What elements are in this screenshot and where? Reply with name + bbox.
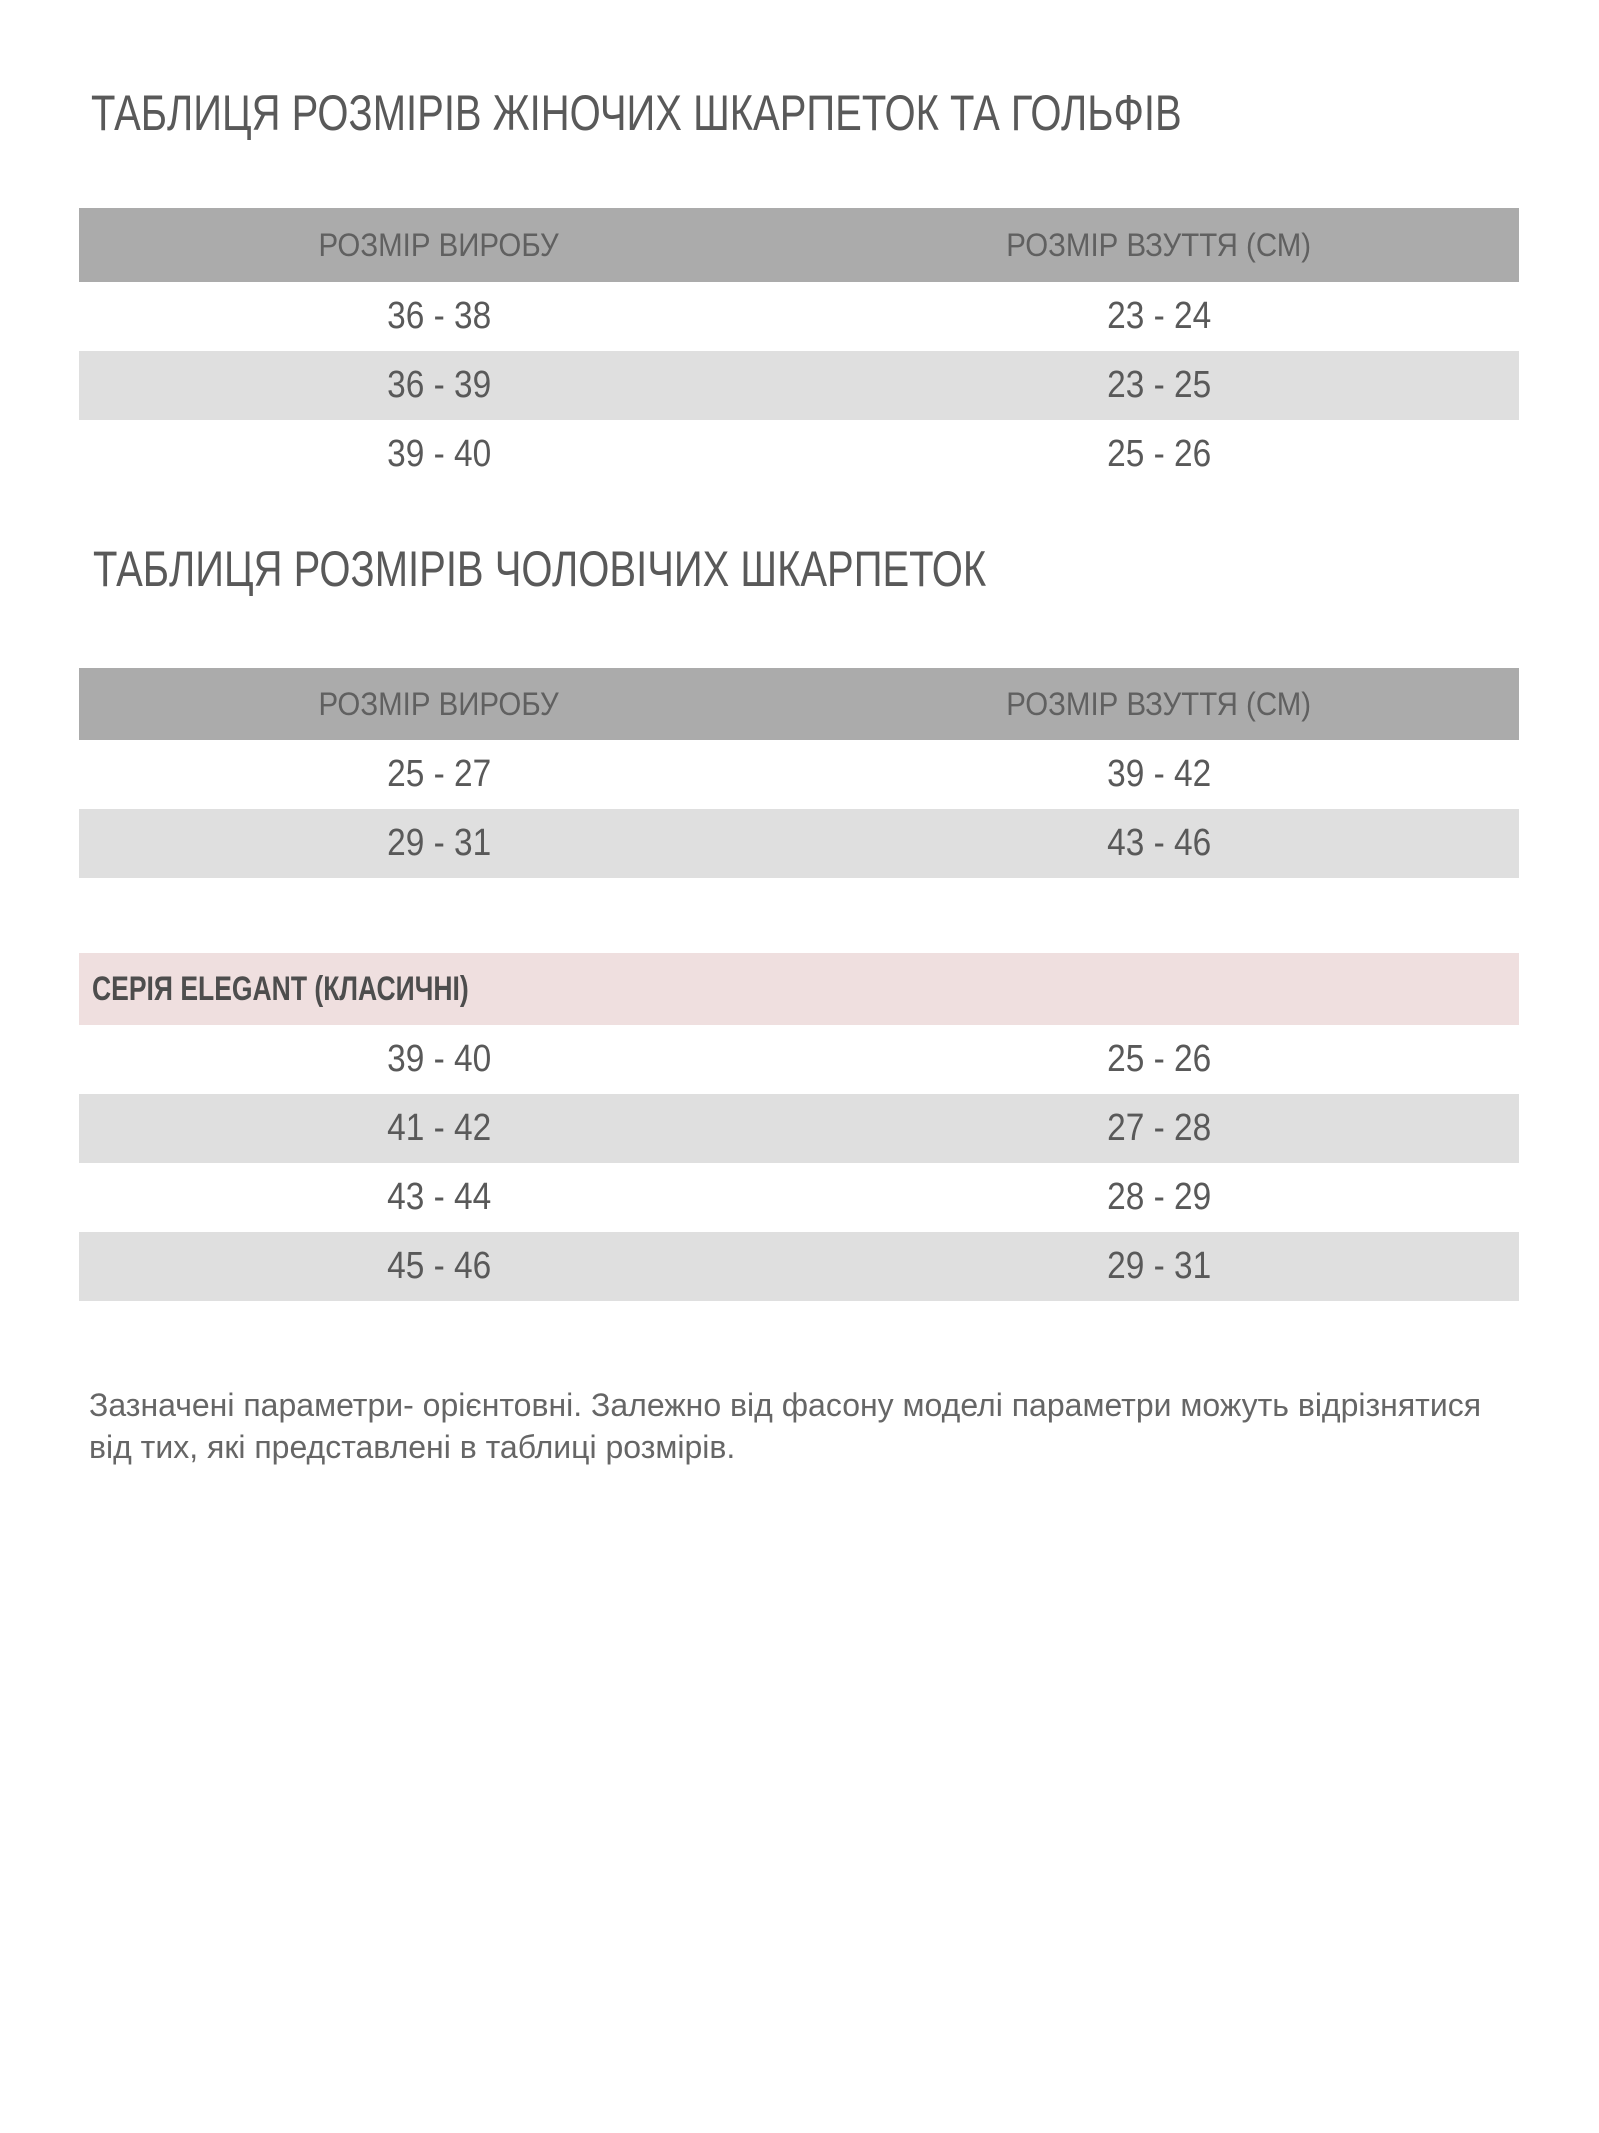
shoe-size-cell (799, 420, 1519, 489)
size-value: 23 - 24 (1106, 295, 1212, 337)
column-header-label: РОЗМІР ВЗУТТЯ (СМ) (1006, 226, 1312, 263)
shoe-size-cell (799, 809, 1519, 878)
shoe-size-cell (799, 282, 1519, 351)
size-value: 39 - 42 (1106, 753, 1212, 795)
size-value: 23 - 25 (1106, 364, 1212, 406)
size-value: 29 - 31 (1106, 1245, 1212, 1287)
size-value: 28 - 29 (1106, 1176, 1212, 1218)
table-row (79, 740, 1519, 809)
column-header-product-size (79, 208, 799, 282)
size-value: 36 - 39 (386, 364, 492, 406)
size-value: 36 - 38 (386, 295, 492, 337)
elegant-series-header (79, 953, 1519, 1025)
disclaimer-line: Зазначені параметри- орієнтовні. Залежно від фасону моделі параметри можуть відрізнятися (89, 1387, 1482, 1423)
product-size-cell (79, 740, 799, 809)
shoe-size-cell (799, 351, 1519, 420)
men-size-table (79, 668, 1519, 878)
size-value: 41 - 42 (386, 1107, 492, 1149)
men-table-title: ТАБЛИЦЯ РОЗМІРІВ ЧОЛОВІЧИХ ШКАРПЕТОК (93, 541, 987, 597)
product-size-cell (79, 351, 799, 420)
shoe-size-cell (799, 740, 1519, 809)
size-value: 39 - 40 (386, 433, 492, 475)
elegant-series-label: СЕРІЯ ELEGANT (КЛАСИЧНІ) (92, 969, 469, 1008)
column-header-label: РОЗМІР ВЗУТТЯ (СМ) (1006, 685, 1312, 722)
women-size-table (79, 208, 1519, 489)
disclaimer-line: від тих, які представлені в таблиці розмірів. (89, 1429, 736, 1465)
table-row (79, 1163, 1519, 1232)
product-size-cell (79, 809, 799, 878)
table-row (79, 351, 1519, 420)
product-size-cell (79, 1232, 799, 1301)
column-header-product-size (79, 668, 799, 740)
size-value: 29 - 31 (386, 822, 492, 864)
men-table-header-row (79, 668, 1519, 740)
column-header-shoe-size (799, 668, 1519, 740)
table-row (79, 1094, 1519, 1163)
size-value: 27 - 28 (1106, 1107, 1212, 1149)
column-header-label: РОЗМІР ВИРОБУ (318, 226, 560, 263)
product-size-cell (79, 282, 799, 351)
table-row (79, 282, 1519, 351)
disclaimer-note (89, 1384, 1549, 1468)
table-row (79, 809, 1519, 878)
size-value: 25 - 27 (386, 753, 492, 795)
shoe-size-cell (799, 1025, 1519, 1094)
size-value: 39 - 40 (386, 1038, 492, 1080)
size-value: 43 - 46 (1106, 822, 1212, 864)
column-header-label: РОЗМІР ВИРОБУ (318, 685, 560, 722)
table-row (79, 1025, 1519, 1094)
size-value: 45 - 46 (386, 1245, 492, 1287)
shoe-size-cell (799, 1163, 1519, 1232)
product-size-cell (79, 420, 799, 489)
table-row (79, 1232, 1519, 1301)
women-table-header-row (79, 208, 1519, 282)
women-table-title: ТАБЛИЦЯ РОЗМІРІВ ЖІНОЧИХ ШКАРПЕТОК ТА ГОЛЬФІВ (91, 85, 1182, 141)
product-size-cell (79, 1163, 799, 1232)
size-value: 25 - 26 (1106, 1038, 1212, 1080)
shoe-size-cell (799, 1094, 1519, 1163)
column-header-shoe-size (799, 208, 1519, 282)
product-size-cell (79, 1094, 799, 1163)
size-value: 43 - 44 (386, 1176, 492, 1218)
product-size-cell (79, 1025, 799, 1094)
table-row (79, 420, 1519, 489)
elegant-size-table (79, 953, 1519, 1301)
shoe-size-cell (799, 1232, 1519, 1301)
size-value: 25 - 26 (1106, 433, 1212, 475)
